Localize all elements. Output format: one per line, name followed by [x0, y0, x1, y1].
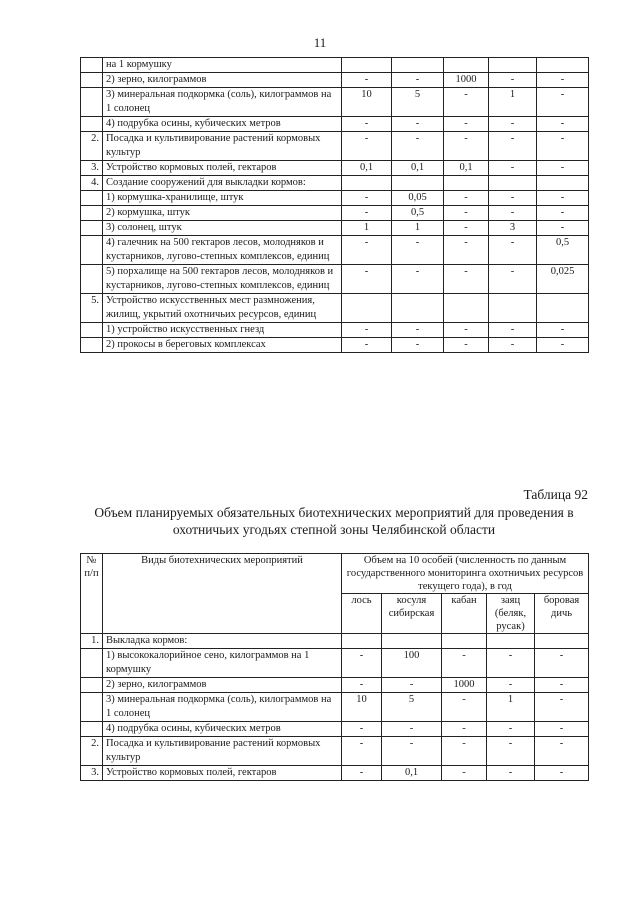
row-value: 1 [392, 221, 444, 236]
row-value: 5 [382, 693, 442, 722]
row-number: 1. [81, 634, 103, 649]
row-value: - [487, 678, 535, 693]
table-row [81, 117, 589, 132]
row-value: - [342, 73, 392, 88]
row-number [81, 678, 103, 693]
row-value: - [444, 191, 489, 206]
row-value: - [342, 117, 392, 132]
row-value: - [382, 722, 442, 737]
header-number: № п/п [81, 554, 103, 634]
row-value: - [392, 132, 444, 161]
row-number: 2. [81, 132, 103, 161]
row-activity: 4) подрубка осины, кубических метров [103, 722, 342, 737]
row-value: - [487, 649, 535, 678]
row-value: 0,1 [392, 161, 444, 176]
row-value: - [489, 265, 537, 294]
row-value: 1000 [444, 73, 489, 88]
row-value: - [392, 323, 444, 338]
row-value [489, 58, 537, 73]
row-value [392, 176, 444, 191]
row-value: - [489, 73, 537, 88]
row-value [342, 176, 392, 191]
row-value [444, 294, 489, 323]
row-value: 1 [487, 693, 535, 722]
row-value: - [487, 766, 535, 781]
table-row [81, 236, 589, 265]
row-value: - [342, 236, 392, 265]
row-value: - [489, 323, 537, 338]
row-value: - [535, 722, 589, 737]
row-value: - [537, 206, 589, 221]
row-value: - [444, 221, 489, 236]
row-activity: 4) подрубка осины, кубических метров [103, 117, 342, 132]
row-activity: Устройство кормовых полей, гектаров [103, 766, 342, 781]
row-value: - [537, 161, 589, 176]
table-row [81, 294, 589, 323]
row-activity: 3) минеральная подкормка (соль), килограммов на 1 солонец [103, 88, 342, 117]
row-value: - [342, 191, 392, 206]
row-value [382, 634, 442, 649]
row-activity: на 1 кормушку [103, 58, 342, 73]
header-species: боровая дичь [535, 594, 589, 634]
row-value: - [342, 265, 392, 294]
row-activity: 1) высококалорийное сено, килограммов на 1 кормушку [103, 649, 342, 678]
row-value: 0,1 [342, 161, 392, 176]
row-value: - [342, 678, 382, 693]
row-value [444, 176, 489, 191]
row-value: - [535, 678, 589, 693]
row-activity: Посадка и культивирование растений кормовых культур [103, 132, 342, 161]
row-activity: 3) солонец, штук [103, 221, 342, 236]
table-row [81, 693, 589, 722]
table-row [81, 221, 589, 236]
row-value: 10 [342, 693, 382, 722]
row-value: - [489, 161, 537, 176]
table-91-continuation [80, 57, 589, 353]
row-value: - [537, 323, 589, 338]
table-row [81, 206, 589, 221]
row-value: - [444, 236, 489, 265]
row-value: - [537, 132, 589, 161]
row-value: - [444, 206, 489, 221]
table-row [81, 191, 589, 206]
row-value: - [444, 323, 489, 338]
table-row [81, 58, 589, 73]
row-value: - [444, 132, 489, 161]
row-value: 0,5 [392, 206, 444, 221]
row-activity: Устройство искусственных мест размножения, жилищ, укрытий охотничьих ресурсов, единиц [103, 294, 342, 323]
page-number: 11 [313, 35, 327, 50]
row-value: - [342, 766, 382, 781]
row-number: 4. [81, 176, 103, 191]
table-row [81, 634, 589, 649]
row-value [537, 58, 589, 73]
table-label: Таблица 92 [523, 487, 588, 502]
row-value: - [444, 265, 489, 294]
row-number [81, 338, 103, 353]
table-row [81, 766, 589, 781]
row-value: - [342, 132, 392, 161]
row-value: - [342, 649, 382, 678]
row-value: - [537, 191, 589, 206]
row-activity: Посадка и культивирование растений кормовых культур [103, 737, 342, 766]
row-value: - [535, 649, 589, 678]
table-row [81, 338, 589, 353]
row-number [81, 649, 103, 678]
row-value: - [442, 737, 487, 766]
table-row [81, 161, 589, 176]
row-value [537, 176, 589, 191]
row-activity: Создание сооружений для выкладки кормов: [103, 176, 342, 191]
row-value: - [392, 117, 444, 132]
table-row [81, 88, 589, 117]
row-value: 0,025 [537, 265, 589, 294]
row-value: - [342, 722, 382, 737]
row-value [342, 634, 382, 649]
row-number [81, 191, 103, 206]
row-number [81, 206, 103, 221]
row-value: - [382, 678, 442, 693]
header-species: косуля сибирская [382, 594, 442, 634]
row-value: - [444, 88, 489, 117]
row-value: - [392, 73, 444, 88]
row-value: 10 [342, 88, 392, 117]
row-value [342, 58, 392, 73]
header-activity-type: Виды биотехнических мероприятий [103, 554, 342, 634]
row-value: - [487, 722, 535, 737]
row-value: - [537, 88, 589, 117]
row-value: - [342, 323, 392, 338]
table-row [81, 649, 589, 678]
row-activity: 5) порхалище на 500 гектаров лесов, молодняков и кустарников, лугово-степных комплексов, единиц [103, 265, 342, 294]
row-value: - [537, 338, 589, 353]
row-value: 0,05 [392, 191, 444, 206]
row-number [81, 693, 103, 722]
row-value: - [392, 338, 444, 353]
row-value: - [442, 766, 487, 781]
row-activity: 4) галечник на 500 гектаров лесов, молодняков и кустарников, лугово-степных комплексов, единиц [103, 236, 342, 265]
row-activity: 2) кормушка, штук [103, 206, 342, 221]
row-value: - [535, 693, 589, 722]
header-volume: Объем на 10 особей (численность по данным государственного мониторинга охотничьих ресурсов текущего года), в год [342, 554, 589, 594]
table-row [81, 265, 589, 294]
row-number [81, 722, 103, 737]
table-row [81, 176, 589, 191]
row-value [392, 294, 444, 323]
row-value: 1000 [442, 678, 487, 693]
row-value: - [442, 649, 487, 678]
row-value [489, 176, 537, 191]
row-activity: 2) прокосы в береговых комплексах [103, 338, 342, 353]
header-species: кабан [442, 594, 487, 634]
row-value: - [489, 236, 537, 265]
row-value: - [444, 338, 489, 353]
row-value [537, 294, 589, 323]
row-value: - [392, 265, 444, 294]
row-number [81, 73, 103, 88]
row-number [81, 236, 103, 265]
row-number [81, 88, 103, 117]
table-row [81, 678, 589, 693]
row-value [487, 634, 535, 649]
table-92 [80, 553, 589, 781]
row-value: - [342, 206, 392, 221]
row-number: 5. [81, 294, 103, 323]
row-value [442, 634, 487, 649]
table-title: Объем планируемых обязательных биотехнических мероприятий для проведения в охотничьих угодьях степной зоны Челябинской области [94, 505, 574, 537]
row-number [81, 117, 103, 132]
row-number: 3. [81, 766, 103, 781]
row-value: - [392, 236, 444, 265]
row-value: - [489, 117, 537, 132]
row-value: - [537, 73, 589, 88]
row-value: 5 [392, 88, 444, 117]
row-value: - [487, 737, 535, 766]
row-value: - [537, 221, 589, 236]
row-value [342, 294, 392, 323]
table-row [81, 722, 589, 737]
row-number: 2. [81, 737, 103, 766]
row-number [81, 221, 103, 236]
row-activity: 1) устройство искусственных гнезд [103, 323, 342, 338]
row-value: - [444, 117, 489, 132]
row-value: - [535, 766, 589, 781]
row-value [392, 58, 444, 73]
header-species: заяц (беляк, русак) [487, 594, 535, 634]
row-value: 0,1 [444, 161, 489, 176]
table-header-row [81, 554, 589, 594]
row-value: - [489, 132, 537, 161]
row-activity: Выкладка кормов: [103, 634, 342, 649]
row-number: 3. [81, 161, 103, 176]
row-activity: 2) зерно, килограммов [103, 73, 342, 88]
row-value: 3 [489, 221, 537, 236]
row-value: - [342, 338, 392, 353]
row-value: - [442, 722, 487, 737]
row-value: 0,1 [382, 766, 442, 781]
row-value [444, 58, 489, 73]
row-value: - [489, 191, 537, 206]
row-number [81, 265, 103, 294]
row-value: - [535, 737, 589, 766]
row-value: - [342, 737, 382, 766]
row-value: - [489, 338, 537, 353]
row-value: - [382, 737, 442, 766]
row-value: 0,5 [537, 236, 589, 265]
table-row [81, 132, 589, 161]
row-activity: 1) кормушка-хранилище, штук [103, 191, 342, 206]
row-value: - [442, 693, 487, 722]
header-species: лось [342, 594, 382, 634]
table-row [81, 73, 589, 88]
row-value: - [489, 206, 537, 221]
row-value: 1 [342, 221, 392, 236]
row-activity: Устройство кормовых полей, гектаров [103, 161, 342, 176]
row-value: - [537, 117, 589, 132]
row-activity: 3) минеральная подкормка (соль), килограммов на 1 солонец [103, 693, 342, 722]
table-row [81, 323, 589, 338]
row-number [81, 58, 103, 73]
row-value: 1 [489, 88, 537, 117]
table-row [81, 737, 589, 766]
row-value: 100 [382, 649, 442, 678]
row-number [81, 323, 103, 338]
row-activity: 2) зерно, килограммов [103, 678, 342, 693]
row-value [535, 634, 589, 649]
row-value [489, 294, 537, 323]
